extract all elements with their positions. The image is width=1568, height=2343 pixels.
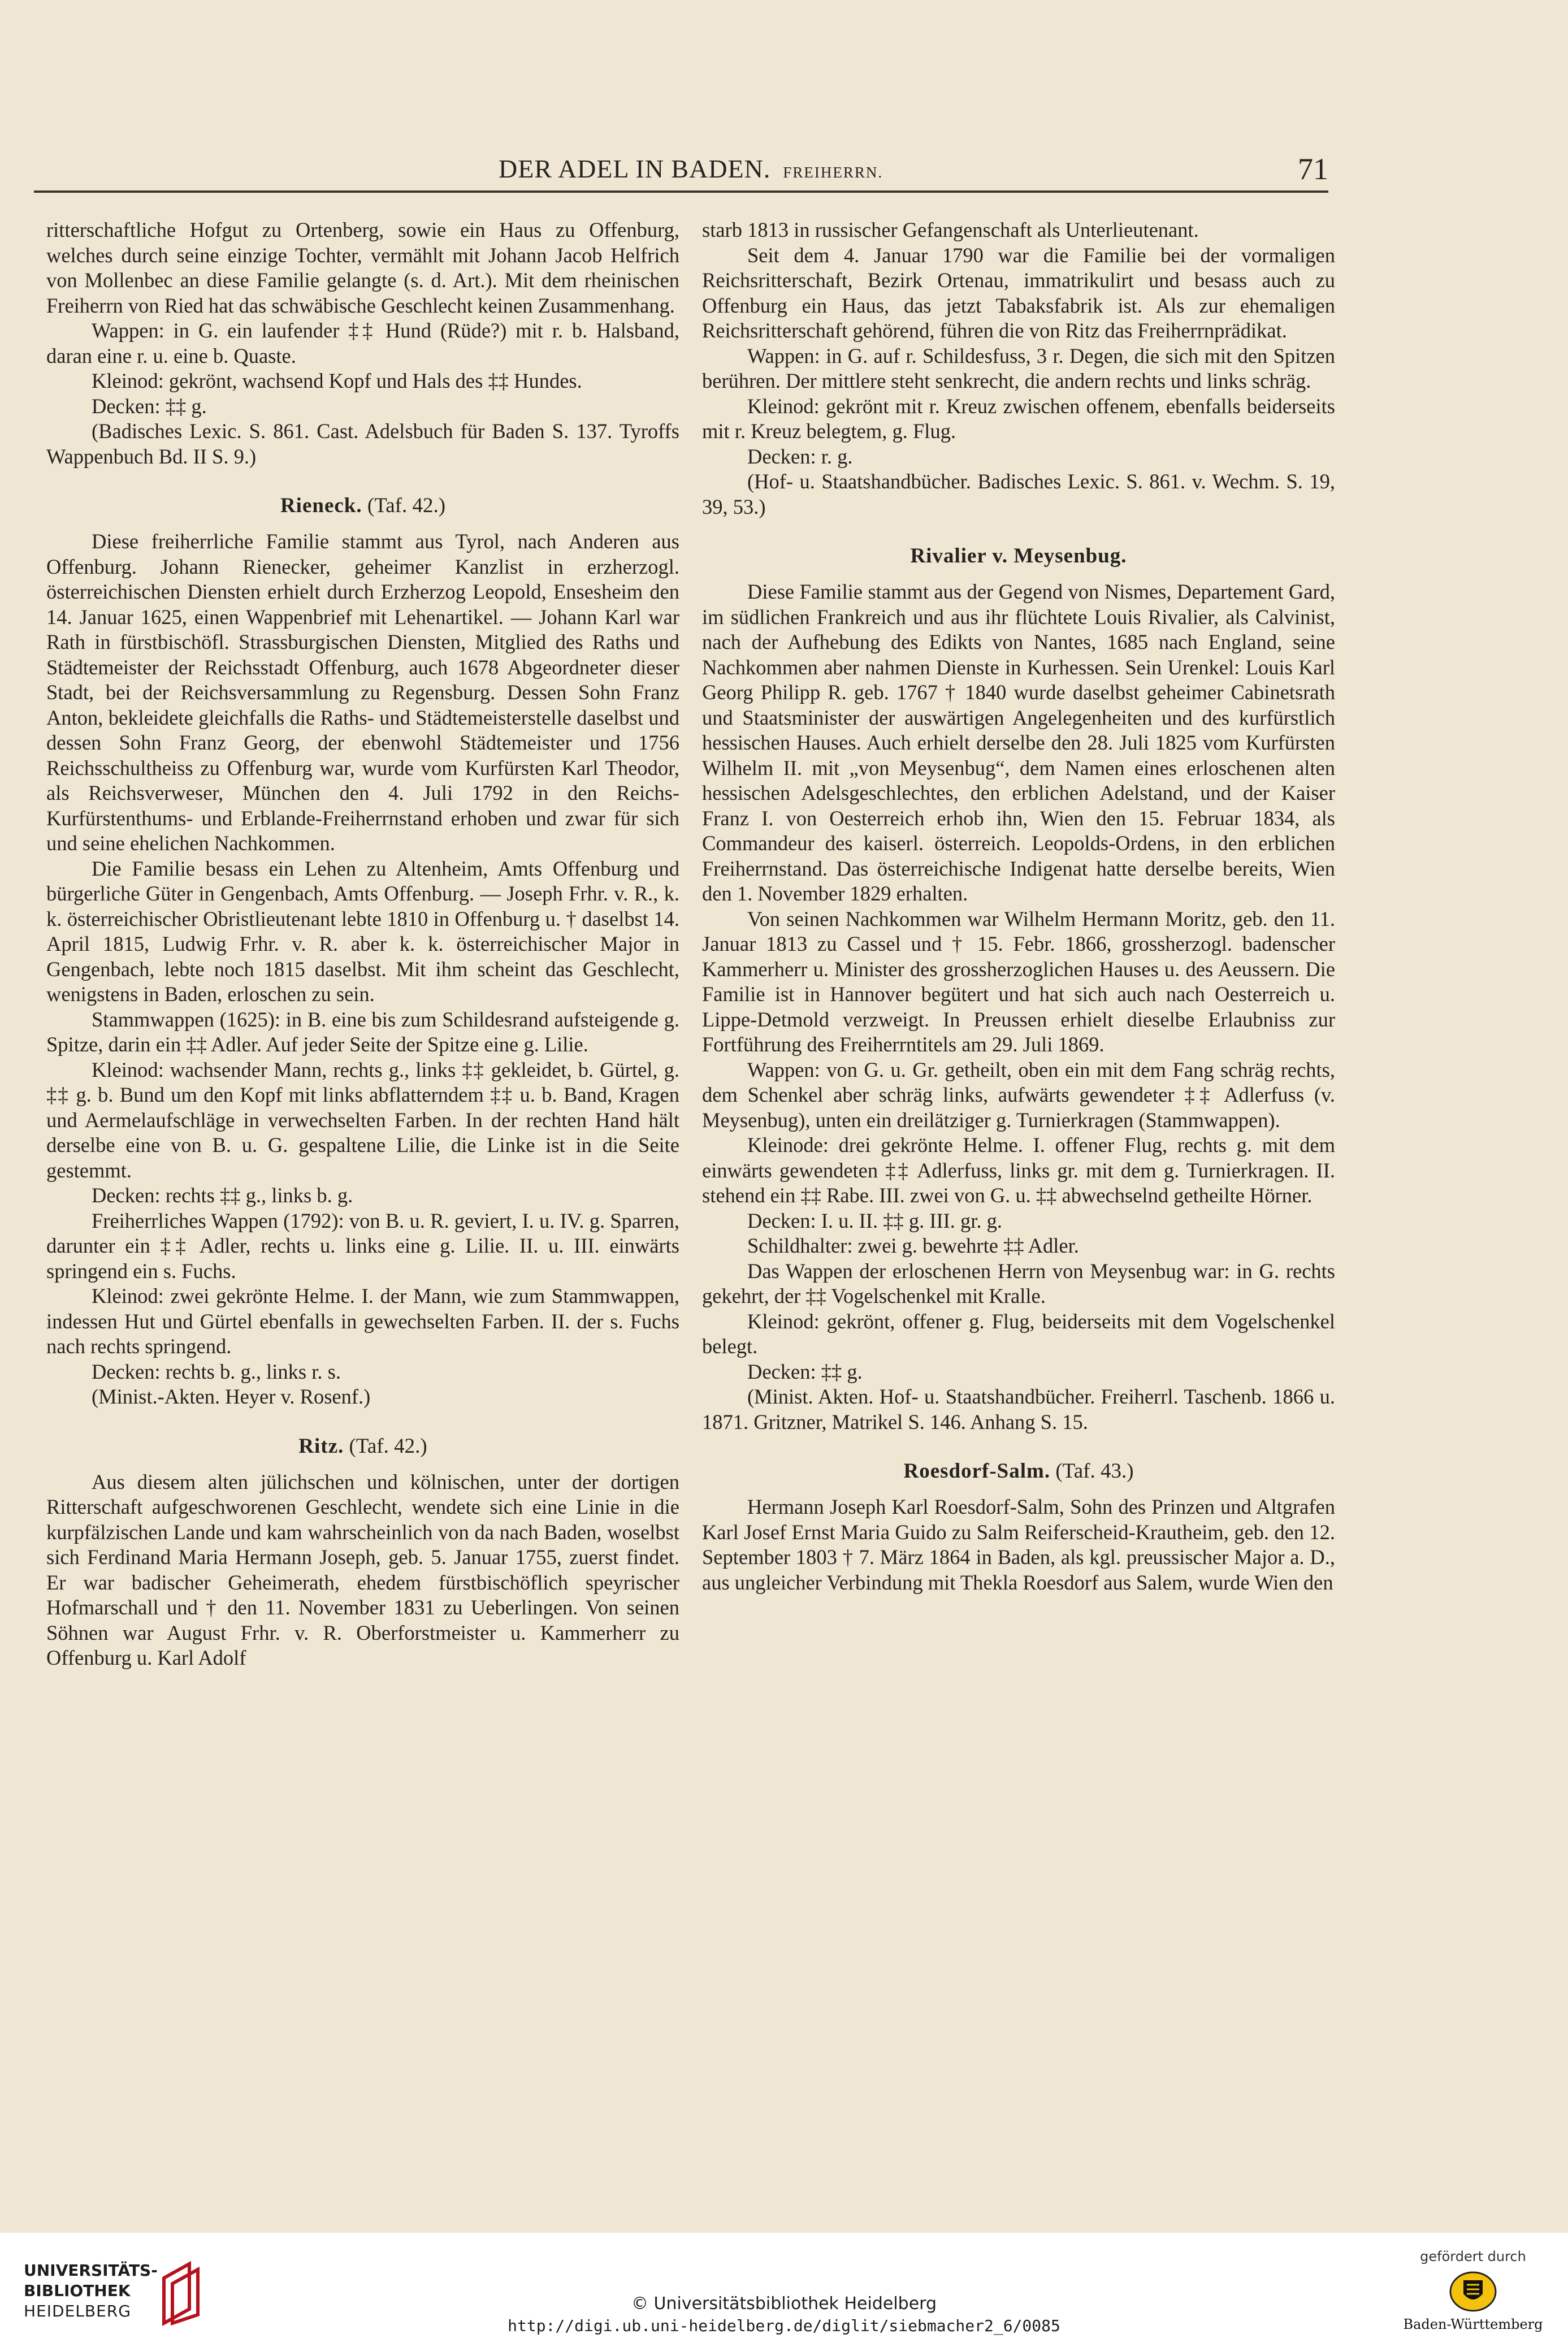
source-url-link[interactable]: http://digi.ub.uni-heidelberg.de/diglit/siebmacher2_6/0085: [508, 2316, 1060, 2335]
paragraph: (Hof- u. Staatshandbücher. Badisches Lexic. S. 861. v. Wechm. S. 19, 39, 53.): [702, 470, 1335, 518]
paragraph: Decken: rechts b. g., links r. s.: [92, 1359, 341, 1383]
section-plate-reference: (Taf. 42.): [367, 494, 446, 517]
paragraph: Wappen: in G. auf r. Schildesfuss, 3 r. Degen, die sich mit den Spitzen berühren. Der mittlere steht senkrecht, die andern rechts und links schräg.: [702, 344, 1335, 392]
paragraph: Kleinode: drei gekrönte Helme. I. offener Flug, rechts g. mit dem einwärts gewendeten ‡‡ Adlerfuss, links gr. mit dem g. Turnierkragen. II. stehend ein ‡‡ Rabe. III. zwei von G. u. ‡‡ abwechselnd getheilte Hörner.: [702, 1133, 1335, 1207]
paragraph: Schildhalter: zwei g. bewehrte ‡‡ Adler.: [747, 1234, 1079, 1257]
paragraph: Das Wappen der erloschenen Herrn von Meysenbug war: in G. rechts gekehrt, der ‡‡ Vogelschenkel mit Kralle.: [702, 1259, 1335, 1307]
page-number: 71: [1298, 152, 1328, 186]
header-title: DER ADEL IN BADEN.: [499, 154, 771, 183]
section-heading-name: Rivalier v. Meysenbug.: [910, 544, 1127, 568]
copyright-notice: © Universitätsbibliothek Heidelberg: [631, 2294, 937, 2314]
paragraph: Wappen: in G. ein laufender ‡‡ Hund (Rüde?) mit r. b. Halsband, daran eine r. u. eine b. Quaste.: [46, 319, 679, 367]
right-column: [702, 218, 1335, 2083]
paragraph: Diese Familie stammt aus der Gegend von Nismes, Departement Gard, im südlichen Frankreich und aus ihr flüchtete Louis Rivalier, als Calvinist, nach der Aufhebung des Edikts von Nantes, 1685 nach England, seine Nachkommen aber nahmen Dienste in Kurhessen. Sein Urenkel: Louis Karl Georg Philipp R. geb. 1767 † 1840 wurde daselbst geheimer Cabinetsrath und Staatsminister der auswärtigen Angelegenheiten und des kurfürstlich hessischen Hauses. Auch erhielt derselbe den 28. Juli 1825 vom Kurfürsten Wilhelm II. mit „von Meysenbug“, dem Namen eines erloschenen alten hessischen Adelsgeschlechtes, den erblichen Adelstand, und der Kaiser Franz I. von Oesterreich erhob ihn, Wien den 15. Februar 1834, als Commandeur des kaiserl. österreich. Leopolds-Ordens, in den erblichen Freiherrnstand. Das österreichische Indigenat hatte derselbe bereits, Wien den 1. November 1829 erhalten.: [702, 580, 1335, 905]
paragraph: Stammwappen (1625): in B. eine bis zum Schildesrand aufsteigende g. Spitze, darin ein ‡‡ Adler. Auf jeder Seite der Spitze eine g. Lilie.: [46, 1007, 679, 1056]
paragraph: (Badisches Lexic. S. 861. Cast. Adelsbuch für Baden S. 137. Tyroffs Wappenbuch Bd. II S. 9.): [46, 419, 679, 468]
baden-wuerttemberg-emblem-icon: [1448, 2268, 1498, 2313]
paragraph: Seit dem 4. Januar 1790 war die Familie bei der vormaligen Reichsritterschaft, Bezirk Ortenau, immatrikulirt und besass auch zu Offenburg ein Haus, das jetzt Tabaksfabrik ist. Als zur ehemaligen Reichsritterschaft gehörend, führen die von Ritz das Freiherrnprädikat.: [702, 243, 1335, 342]
paragraph: Die Familie besass ein Lehen zu Altenheim, Amts Offenburg und bürgerliche Güter in Gengenbach, Amts Offenburg. — Joseph Frhr. v. R., k. k. österreichischer Obristlieutenant lebte 1810 in Offenburg u. † daselbst 14. April 1815, Ludwig Frhr. v. R. aber k. k. österreichischer Major in Gengenbach, lebte noch 1815 daselbst. Mit ihm scheint das Geschlecht, wenigstens in Baden, erloschen zu sein.: [46, 856, 679, 1006]
section-heading: [46, 1433, 679, 1459]
section-heading-name: Ritz.: [298, 1434, 344, 1458]
paragraph: Freiherrliches Wappen (1792): von B. u. R. geviert, I. u. IV. g. Sparren, darunter ein ‡‡ Adler, rechts u. links eine g. Lilie. II. u. III. einwärts springend ein s. Fuchs.: [46, 1209, 679, 1283]
paragraph: (Minist.-Akten. Heyer v. Rosenf.): [92, 1385, 371, 1408]
left-column: [46, 218, 679, 2083]
paragraph: Decken: I. u. II. ‡‡ g. III. gr. g.: [747, 1209, 1003, 1232]
section-heading: [46, 493, 679, 519]
section-heading-name: Rieneck.: [280, 494, 362, 517]
paragraph: Kleinod: gekrönt, wachsend Kopf und Hals des ‡‡ Hundes.: [92, 369, 582, 392]
paragraph: Hermann Joseph Karl Roesdorf-Salm, Sohn des Prinzen und Altgrafen Karl Josef Ernst Maria Guido zu Salm Reiferscheid-Krautheim, geb. den 12. September 1803 † 7. März 1864 in Baden, als kgl. preussischer Major a. D., aus ungleicher Verbindung mit Thekla Roesdorf aus Salem, wurde Wien den: [702, 1495, 1335, 1594]
paragraph: Decken: ‡‡ g.: [92, 394, 207, 418]
paragraph: Kleinod: gekrönt, offener g. Flug, beiderseits mit dem Vogelschenkel belegt.: [702, 1309, 1335, 1358]
paragraph: Wappen: von G. u. Gr. getheilt, oben ein mit dem Fang schräg rechts, dem Schenkel aber schräg links, aufwärts gewendeter ‡‡ Adlerfuss (v. Meysenbug), unten ein dreilätziger g. Turnierkragen (Stammwappen).: [702, 1058, 1335, 1132]
sponsor-name: Baden-Württemberg: [1403, 2316, 1543, 2332]
paragraph: (Minist. Akten. Hof- u. Staatshandbücher. Freiherrl. Taschenb. 1866 u. 1871. Gritzner, Matrikel S. 146. Anhang S. 15.: [702, 1385, 1335, 1433]
sponsor-label: gefördert durch: [1420, 2249, 1526, 2264]
section-heading-name: Roesdorf-Salm.: [903, 1459, 1051, 1483]
paragraph: Von seinen Nachkommen war Wilhelm Hermann Moritz, geb. den 11. Januar 1813 zu Cassel und † 15. Febr. 1866, grossherzogl. badenscher Kammerherr u. Minister des grossherzoglichen Hauses u. des Aeussern. Die Familie ist in Hannover begütert und hat sich auch nach Oesterreich u. Lippe-Detmold verzweigt. In Preussen erhielt dieselbe Erlaubniss zur Fortführung des Freiherrntitels am 29. Juli 1869.: [702, 907, 1335, 1056]
paragraph: Kleinod: wachsender Mann, rechts g., links ‡‡ gekleidet, b. Gürtel, g. ‡‡ g. b. Bund um den Kopf mit links abflatterndem ‡‡ u. b. Band, Kragen und Aermelaufschläge in verwechselten Farben. In der rechten Hand hält derselbe eine von B. u. G. gespaltene Lilie, die Linke ist in die Seite gestemmt.: [46, 1058, 679, 1182]
paragraph: starb 1813 in russischer Gefangenschaft als Unterlieutenant.: [702, 218, 1199, 241]
library-name-line3: HEIDELBERG: [24, 2302, 131, 2320]
paragraph: Decken: rechts ‡‡ g., links b. g.: [92, 1184, 353, 1207]
header-subtitle: FREIHERRN.: [783, 164, 883, 181]
paragraph: Kleinod: gekrönt mit r. Kreuz zwischen offenem, ebenfalls beiderseits mit r. Kreuz belegtem, g. Flug.: [702, 394, 1335, 443]
section-heading: [702, 543, 1335, 569]
page-footer: [0, 2233, 1568, 2343]
section-plate-reference: (Taf. 43.): [1055, 1459, 1134, 1483]
paragraph: ritterschaftliche Hofgut zu Ortenberg, sowie ein Haus zu Offenburg, welches durch seine einzige Tochter, vermählt mit Johann Jacob Helfrich von Mollenbec an diese Familie gelangte (s. d. Art.). Mit dem rheinischen Freiherrn von Ried hat das schwäbische Geschlecht keinen Zusammenhang.: [46, 218, 679, 317]
section-heading: [702, 1458, 1335, 1484]
sponsor-block: [1394, 2249, 1552, 2342]
paragraph: Kleinod: zwei gekrönte Helme. I. der Mann, wie zum Stammwappen, indessen Hut und Gürtel ebenfalls in gewechselten Farben. II. der s. Fuchs nach rechts springend.: [46, 1284, 679, 1358]
running-title: [499, 154, 883, 184]
paragraph: Diese freiherrliche Familie stammt aus Tyrol, nach Anderen aus Offenburg. Johann Rienecker, geheimer Kanzlist in erzherzogl. österreichischen Diensten erhielt durch Erzherzog Leopold, Ensesheim den 14. Januar 1625, einen Wappenbrief mit Lehenartikel. — Johann Karl war Rath in fürstbischöfl. Strassburgischen Diensten, Mitglied des Raths und Städtemeister der Reichsstadt Offenburg, auch 1678 Abgeordneter dieser Stadt, bei der Reichsversammlung zu Regensburg. Dessen Sohn Franz Anton, bekleidete gleichfalls die Raths- und Städtemeisterstelle daselbst und dessen Sohn Franz Georg, der ebenwohl Städtemeister und 1756 Reichsschultheiss zu Offenburg war, wurde vom Kurfürsten Karl Theodor, als Reichsverweser, München den 4. Juli 1792 in den Reichs-Kurfürstenthums- und Erblande-Freiherrnstand erhoben und zwar für sich und seine ehelichen Nachkommen.: [46, 530, 679, 855]
library-name-line2: BIBLIOTHEK: [24, 2281, 131, 2300]
paragraph: Decken: ‡‡ g.: [747, 1359, 863, 1383]
paragraph: Decken: r. g.: [747, 444, 853, 468]
section-plate-reference: (Taf. 42.): [349, 1434, 427, 1458]
page-header: [34, 148, 1328, 193]
library-name-line1: UNIVERSITÄTS-: [24, 2261, 158, 2280]
paragraph: Aus diesem alten jülichschen und kölnischen, unter der dortigen Ritterschaft aufgeschworenen Geschlecht, wendete sich eine Linie in die kurpfälzischen Lande und kam wahrscheinlich von da nach Baden, woselbst sich Ferdinand Maria Hermann Joseph, geb. 5. Januar 1755, zuerst findet. Er war badischer Geheimerath, ehedem fürstbischöflich speyrischer Hofmarschall und † den 11. November 1831 zu Ueberlingen. Von seinen Söhnen war August Frhr. v. R. Oberforstmeister u. Kammerherr zu Offenburg u. Karl Adolf: [46, 1470, 679, 1669]
